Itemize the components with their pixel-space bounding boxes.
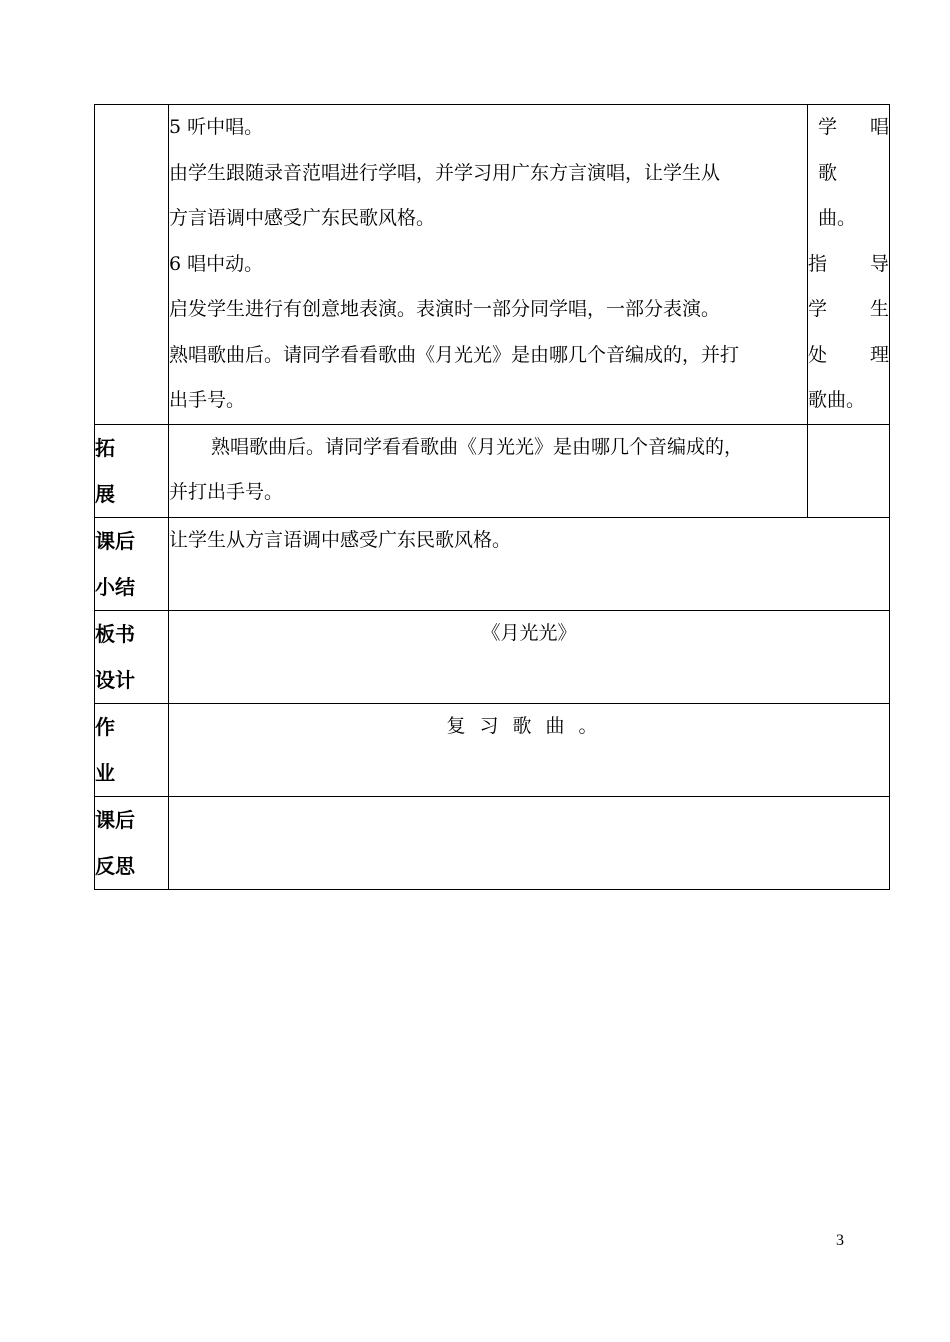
extension-line: 并打出手号。 [169,481,284,503]
lesson-plan-table [94,104,890,890]
side-note-line: 指 导 [808,252,889,275]
extension-label: 拓 展 [95,424,169,517]
process-line: 方言语调中感受广东民歌风格。 [169,207,436,229]
process-line: 启发学生进行有创意地表演。表演时一部分同学唱，一部分表演。 [169,298,721,320]
reflection-label: 课后 反思 [95,796,169,889]
process-line: 由学生跟随录音范唱进行学唱，并学习用广东方言演唱，让学生从 [169,161,721,184]
extension-line: 熟唱歌曲后。请同学看看歌曲《月光光》是由哪几个音编成的， [211,435,744,458]
reflection-row [95,796,890,889]
process-line: 5 听中唱。 [169,116,264,138]
side-note-line: 学 唱 [818,116,889,138]
reflection-content [169,796,890,889]
side-note-line: 学 生 [808,298,889,320]
extension-side-cell [808,424,890,517]
homework-content [169,703,890,796]
summary-content [169,517,890,610]
summary-text: 让学生从方言语调中感受广东民歌风格。 [169,528,512,551]
side-note-line: 曲。 [818,207,857,229]
process-line: 出手号。 [169,389,246,411]
side-note-line: 处 理 [808,343,889,366]
homework-text: 复习歌曲。 [446,714,612,737]
homework-label: 作 业 [95,703,169,796]
homework-row [95,703,890,796]
side-note-line: 歌曲。 [808,389,866,411]
process-line: 6 唱中动。 [169,252,264,275]
summary-label: 课后 小结 [95,517,169,610]
board-design-label: 板书 设计 [95,610,169,703]
process-content-cell [169,105,808,425]
process-row [95,105,890,425]
board-design-content [169,610,890,703]
process-side-note-cell [808,105,890,425]
side-note-line: 歌 [818,161,838,184]
summary-row [95,517,890,610]
board-design-title: 《月光光》 [481,621,577,644]
page-number: 3 [836,1232,844,1249]
board-design-row [95,610,890,703]
extension-row [95,424,890,517]
process-label-cell [95,105,169,425]
extension-content [169,424,808,517]
process-line: 熟唱歌曲后。请同学看看歌曲《月光光》是由哪几个音编成的，并打 [169,343,740,366]
